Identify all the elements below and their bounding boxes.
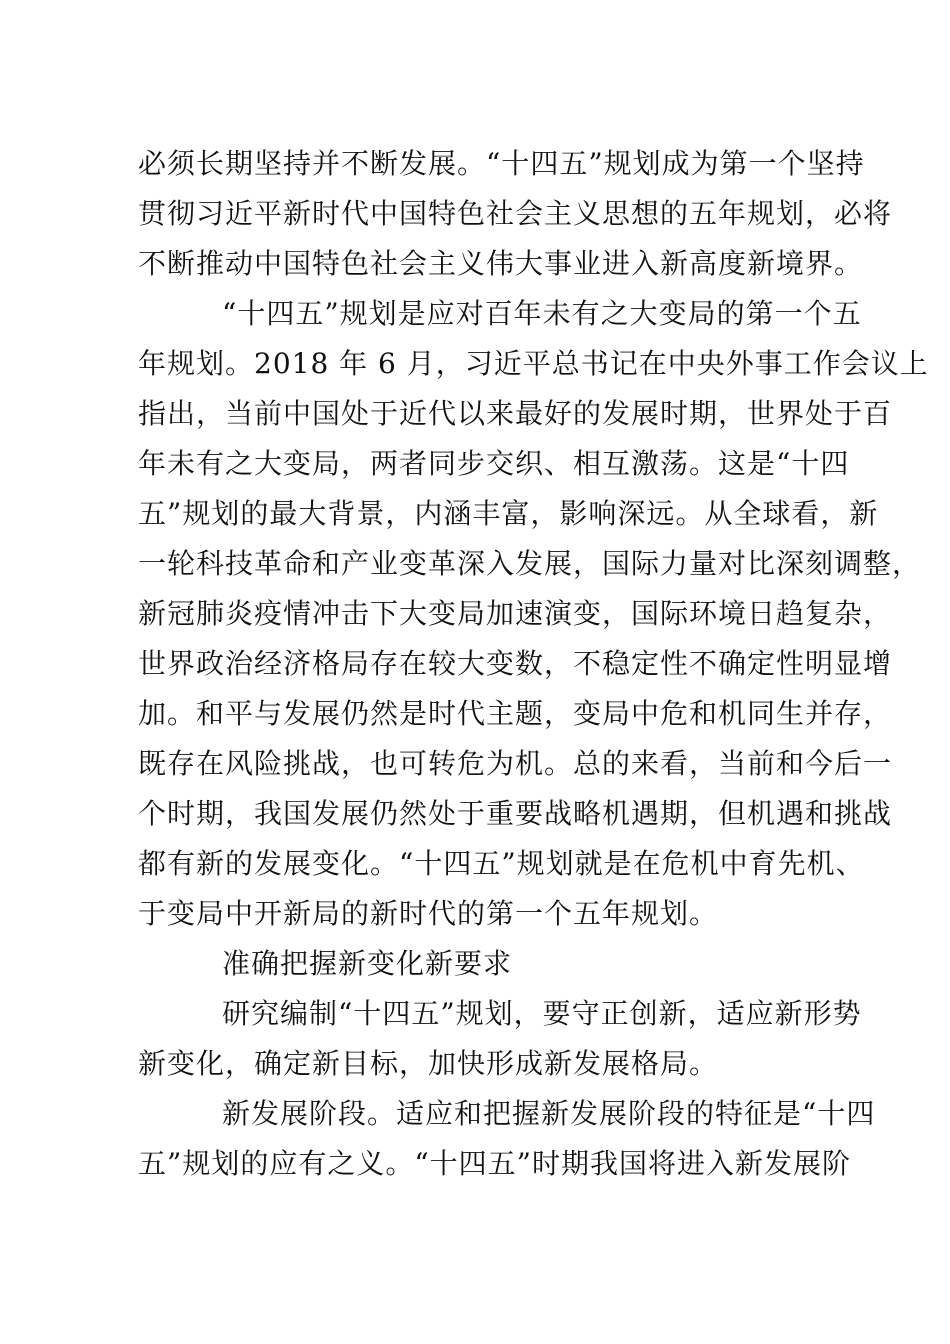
text-line-7: 年未有之大变局，两者同步交织、相互激荡。这是“十四: [138, 447, 850, 480]
section-heading: 准确把握新变化新要求: [222, 947, 513, 980]
text-line-14: 个时期，我国发展仍然处于重要战略机遇期，但机遇和挑战: [138, 797, 893, 830]
text-line-6: 指出，当前中国处于近代以来最好的发展时期，世界处于百: [138, 397, 893, 430]
text-line-15: 都有新的发展变化。“十四五”规划就是在危机中育先机、: [138, 847, 865, 880]
text-line-12: 加。和平与发展仍然是时代主题，变局中危和机同生并存，: [138, 697, 893, 730]
text-line-1: 必须长期坚持并不断发展。“十四五”规划成为第一个坚持: [138, 147, 865, 180]
text-line-16: 于变局中开新局的新时代的第一个五年规划。: [138, 897, 719, 930]
text-line-8: 五”规划的最大背景，内涵丰富，影响深远。从全球看，新: [138, 497, 879, 530]
text-line-19: 新变化，确定新目标，加快形成新发展格局。: [138, 1047, 719, 1080]
text-line-3: 不断推动中国特色社会主义伟大事业进入新高度新境界。: [138, 247, 864, 280]
text-line-13: 既存在风险挑战，也可转危为机。总的来看，当前和今后一: [138, 747, 893, 780]
text-line-5: 年规划。2018 年 6 月，习近平总书记在中央外事工作会议上: [138, 347, 929, 380]
text-line-2: 贯彻习近平新时代中国特色社会主义思想的五年规划，必将: [138, 197, 893, 230]
text-line-10: 新冠肺炎疫情冲击下大变局加速演变，国际环境日趋复杂，: [138, 597, 893, 630]
text-line-11: 世界政治经济格局存在较大变数，不稳定性不确定性明显增: [138, 647, 893, 680]
text-line-20: 新发展阶段。适应和把握新发展阶段的特征是“十四: [222, 1097, 876, 1130]
text-line-21: 五”规划的应有之义。“十四五”时期我国将进入新发展阶: [138, 1147, 851, 1180]
text-line-9: 一轮科技革命和产业变革深入发展，国际力量对比深刻调整，: [138, 547, 922, 580]
text-line-4: “十四五”规划是应对百年未有之大变局的第一个五: [222, 297, 862, 330]
text-line-18: 研究编制“十四五”规划，要守正创新，适应新形势: [222, 997, 862, 1030]
